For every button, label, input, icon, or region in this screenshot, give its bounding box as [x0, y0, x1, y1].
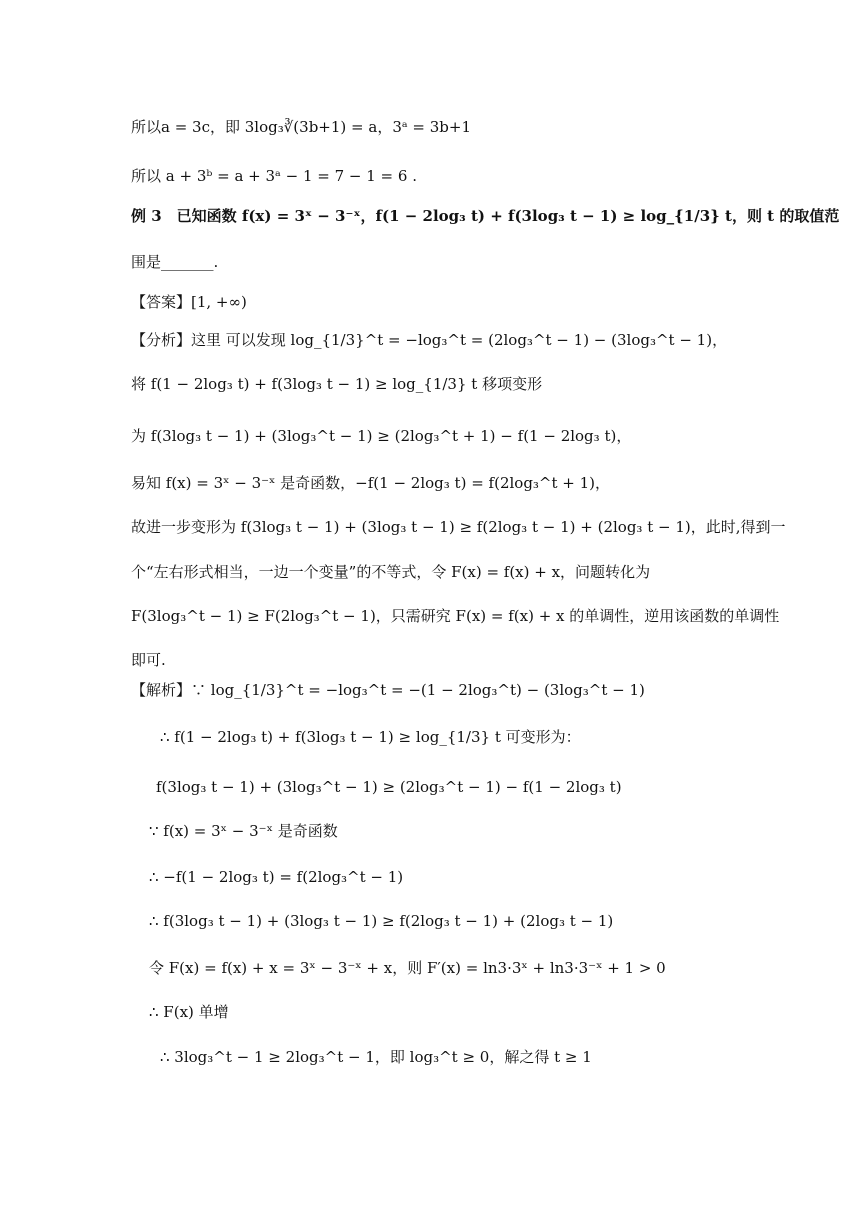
text-line: ∴ F(x) 单增 — [149, 1003, 229, 1021]
text-line: 为 f(3log₃ t − 1) + (3log₃^t − 1) ≥ (2log₃^t + 1) − f(1 − 2log₃ t)， — [131, 427, 632, 445]
answer-line: 【答案】[1, +∞) — [131, 293, 247, 311]
text-line: 个“左右形式相当，一边一个变量”的不等式，令 F(x) = f(x) + x，问题转化为 — [131, 563, 651, 581]
text-line: 将 f(1 − 2log₃ t) + f(3log₃ t − 1) ≥ log_{1/3} t 移项变形 — [131, 375, 543, 393]
text-line: ∴ f(3log₃ t − 1) + (3log₃ t − 1) ≥ f(2log₃ t − 1) + (2log₃ t − 1) — [149, 912, 614, 930]
text-line: ∴ f(1 − 2log₃ t) + f(3log₃ t − 1) ≥ log_{1/3} t 可变形为： — [160, 728, 581, 746]
text-line: 所以 a + 3ᵇ = a + 3ᵃ − 1 = 7 − 1 = 6 . — [131, 167, 417, 185]
analysis-line: 【分析】这里 可以发现 log_{1/3}^t = −log₃^t = (2log₃^t − 1) − (3log₃^t − 1)， — [131, 331, 728, 349]
text-line: ∵ f(x) = 3ˣ − 3⁻ˣ 是奇函数 — [149, 822, 338, 840]
solution-line: 【解析】∵ log_{1/3}^t = −log₃^t = −(1 − 2log₃^t) − (3log₃^t − 1) — [131, 681, 645, 699]
text-line: f(3log₃ t − 1) + (3log₃^t − 1) ≥ (2log₃^t − 1) − f(1 − 2log₃ t) — [156, 778, 622, 796]
text-line: 围是_______. — [131, 253, 219, 271]
text-line: ∴ 3log₃^t − 1 ≥ 2log₃^t − 1，即 log₃^t ≥ 0，解之得 t ≥ 1 — [160, 1048, 592, 1066]
text-line: 所以a = 3c，即 3log₃∛(3b+1) = a，3ᵃ = 3b+1 — [131, 118, 472, 136]
text-line: 令 F(x) = f(x) + x = 3ˣ − 3⁻ˣ + x，则 F′(x) = ln3·3ˣ + ln3·3⁻ˣ + 1 > 0 — [149, 959, 666, 977]
example-heading: 例 3 已知函数 f(x) = 3ˣ − 3⁻ˣ，f(1 − 2log₃ t) + f(3log₃ t − 1) ≥ log_{1/3} t，则 t 的取值范 — [131, 207, 840, 225]
text-line: 故进一步变形为 f(3log₃ t − 1) + (3log₃ t − 1) ≥ f(2log₃ t − 1) + (2log₃ t − 1)，此时,得到一 — [131, 518, 786, 536]
text-line: 即可. — [131, 651, 166, 669]
text-line: 易知 f(x) = 3ˣ − 3⁻ˣ 是奇函数，−f(1 − 2log₃ t) = f(2log₃^t + 1)， — [131, 474, 611, 492]
text-line: F(3log₃^t − 1) ≥ F(2log₃^t − 1)，只需研究 F(x) = f(x) + x 的单调性，逆用该函数的单调性 — [131, 607, 780, 625]
text-line: ∴ −f(1 − 2log₃ t) = f(2log₃^t − 1) — [149, 868, 404, 886]
